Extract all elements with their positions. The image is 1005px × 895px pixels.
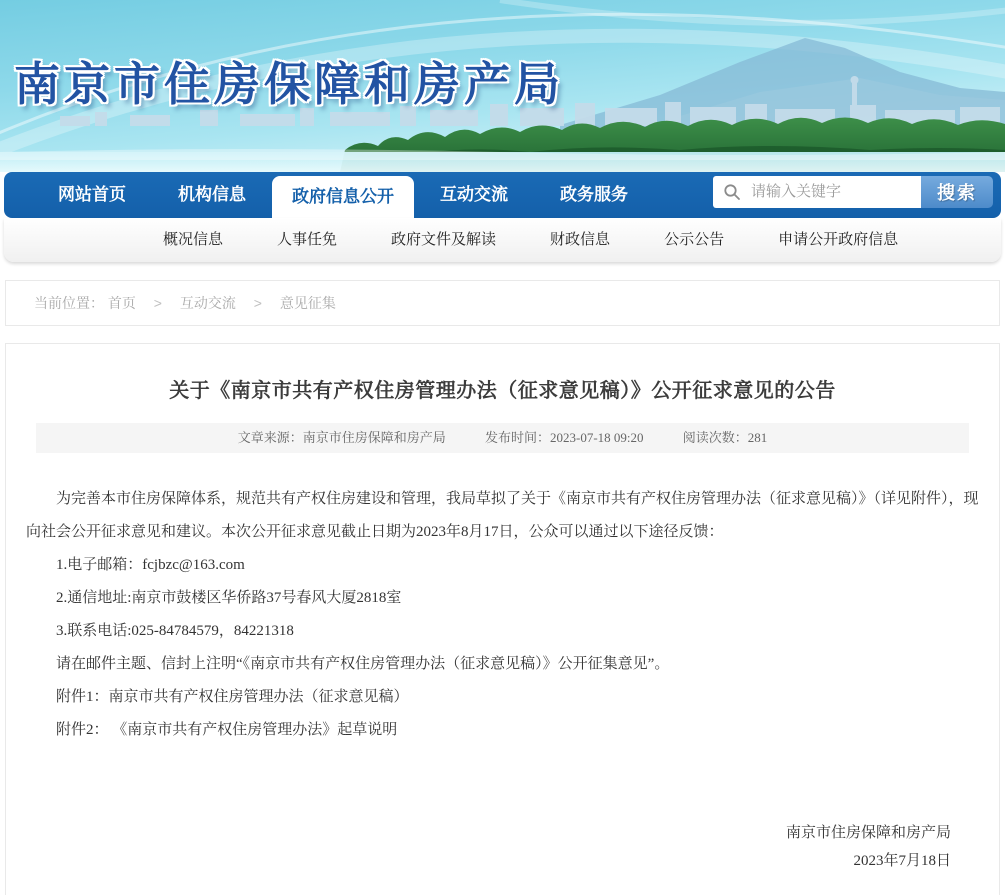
meta-view-count: 阅读次数：281 xyxy=(682,430,768,445)
nav-item-org-info[interactable]: 机构信息 xyxy=(178,185,246,204)
article-paragraph-phone: 3.联系电话:025-84784579，84221318 xyxy=(56,623,294,639)
article-body xyxy=(26,483,979,747)
breadcrumb-separator: > xyxy=(153,295,162,311)
subnav-item-overview[interactable]: 概况信息 xyxy=(163,231,224,248)
meta-publish-time: 发布时间：2023-07-18 09:20 xyxy=(484,430,644,445)
nav-item-gov-services[interactable]: 政务服务 xyxy=(560,185,628,204)
meta-source: 文章来源：南京市住房保障和房产局 xyxy=(237,430,446,445)
article-paragraph-email: 1.电子邮箱：fcjbzc@163.com xyxy=(56,557,245,573)
nav-item-gov-info-disclosure[interactable]: 政府信息公开 xyxy=(272,176,414,218)
search-bar xyxy=(713,172,993,218)
breadcrumb-interaction[interactable]: 互动交流 xyxy=(179,295,236,311)
article-signature xyxy=(26,819,979,875)
search-box xyxy=(713,176,921,208)
subnav-item-documents[interactable]: 政府文件及解读 xyxy=(391,231,497,248)
article-meta xyxy=(36,423,969,453)
article-attachment-2: 附件2： 《南京市共有产权住房管理办法》起草说明 xyxy=(56,722,398,738)
article-container xyxy=(5,343,1000,895)
nav-item-home[interactable]: 网站首页 xyxy=(58,185,126,204)
breadcrumb-home[interactable]: 首页 xyxy=(107,295,136,311)
article-title: 关于《南京市共有产权住房管理办法（征求意见稿）》公开征求意见的公告 xyxy=(169,380,836,402)
article-paragraph: 为完善本市住房保障体系，规范共有产权住房建设和管理，我局草拟了关于《南京市共有产权住房管理办法（征求意见稿）》（详见附件），现向社会公开征求意见和建议。本次公开征求意见截止日期为2023年8月17日，公众可以通过以下途径反馈： xyxy=(26,491,979,540)
signature-date: 2023年7月18日 xyxy=(853,853,951,869)
sub-nav xyxy=(4,218,1001,262)
main-nav xyxy=(4,172,1001,218)
search-icon xyxy=(723,183,741,201)
breadcrumb-current: 意见征集 xyxy=(279,295,336,311)
subnav-item-announcements[interactable]: 公示公告 xyxy=(664,231,725,248)
article-paragraph-address: 2.通信地址:南京市鼓楼区华侨路37号春风大厦2818室 xyxy=(56,590,402,606)
site-banner xyxy=(0,0,1005,172)
search-button[interactable]: 搜索 xyxy=(921,176,993,208)
article-attachment-1: 附件1：南京市共有产权住房管理办法（征求意见稿） xyxy=(56,689,409,705)
breadcrumb-prefix: 当前位置： xyxy=(34,295,104,311)
signature-org: 南京市住房保障和房产局 xyxy=(785,825,951,841)
search-input[interactable] xyxy=(749,182,909,201)
breadcrumb-separator: > xyxy=(253,295,262,311)
nav-item-interaction[interactable]: 互动交流 xyxy=(440,185,508,204)
subnav-item-finance[interactable]: 财政信息 xyxy=(550,231,611,248)
subnav-item-apply-disclosure[interactable]: 申请公开政府信息 xyxy=(778,231,899,248)
article-paragraph-note: 请在邮件主题、信封上注明“《南京市共有产权住房管理办法（征求意见稿）》公开征集意见”。 xyxy=(56,656,670,672)
breadcrumb xyxy=(5,280,1000,326)
site-title: 南京市住房保障和房产局 xyxy=(14,58,564,110)
subnav-item-personnel[interactable]: 人事任免 xyxy=(277,231,338,248)
